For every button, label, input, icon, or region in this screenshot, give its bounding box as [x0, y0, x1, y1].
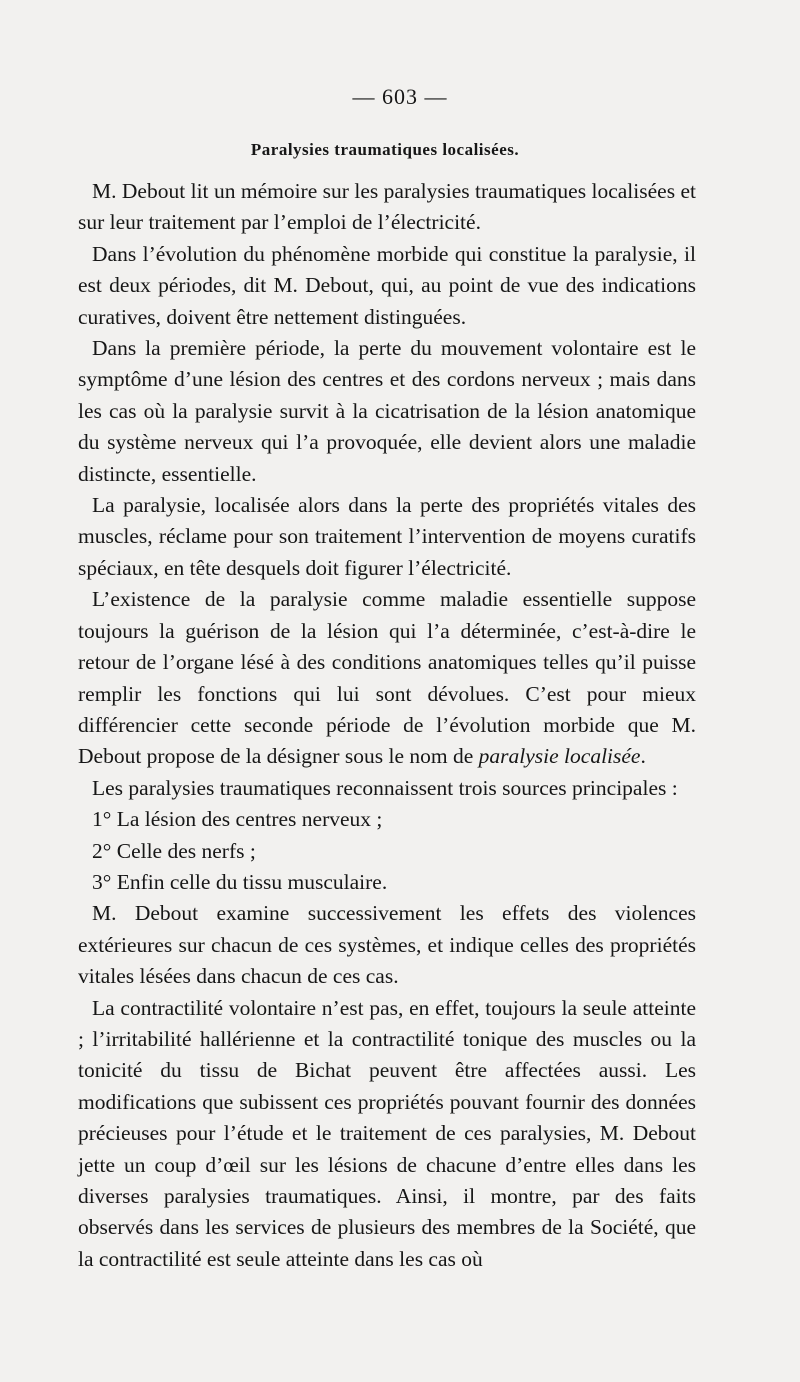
list-item-1: 1° La lésion des centres nerveux ; — [92, 807, 383, 832]
paragraph-5-text: L’existence de la paralysie comme maladie essentielle suppose toujours la guérison de la lésion qui l’a déterminée, c’est-à-dire le retour de l’organe lésé à des conditions anatomiques telles qu’il puisse remplir les fonctions qui lui sont dévolues. C’est pour mieux différencier cette seconde période de l’évolution morbide que M. Debout propose de la désigner sous le nom de — [78, 587, 696, 769]
paragraph-4: La paralysie, localisée alors dans la perte des propriétés vitales des muscles, réclame pour son traitement l’intervention de moyens curatifs spéciaux, en tête desquels doit figurer l’électricité. — [78, 493, 696, 580]
paragraph-6: Les paralysies traumatiques reconnaissent trois sources principales : — [92, 775, 678, 800]
list-item-2: 2° Celle des nerfs ; — [92, 838, 256, 863]
paragraph-7: M. Debout examine successivement les effets des violences extérieures sur chacun de ces systèmes, et indique celles des propriétés vitales lésées dans chacun de ces cas. — [78, 901, 696, 989]
page-number: — 603 — — [352, 84, 448, 109]
paragraph-5 — [78, 584, 696, 772]
section-title: Paralysies traumatiques localisées. — [250, 140, 520, 159]
paragraph-3: Dans la première période, la perte du mouvement volontaire est le symptôme d’une lésion des centres et des cordons nerveux ; mais dans les cas où la paralysie survit à la cicatrisation de la lésion anatomique du système nerveux qui l’a provoquée, elle devient alors une maladie distincte, essentielle. — [78, 336, 696, 486]
paragraph-8: La contractilité volontaire n’est pas, en effet, toujours la seule atteinte ; l’irritabilité hallérienne et la contractilité tonique des muscles ou la tonicité du tissu de Bichat peuvent être affectées aussi. Les modifications que subissent ces propriétés pouvant fournir des données précieuses pour l’étude et le traitement de ces paralysies, M. Debout jette un coup d’œil sur les lésions de chacune d’entre elles dans les diverses paralysies traumatiques. Ainsi, il montre, par des faits observés dans les services de plusieurs des membres de la Société, que la contractilité est seule atteinte dans les cas où — [78, 995, 696, 1271]
body-text — [78, 176, 696, 1275]
paragraph-1: M. Debout lit un mémoire sur les paralysies traumatiques localisées et sur leur traitement par l’emploi de l’électricité. — [78, 179, 696, 235]
list-item-3: 3° Enfin celle du tissu musculaire. — [92, 869, 388, 894]
paragraph-5-end: . — [640, 744, 646, 769]
paragraph-2: Dans l’évolution du phénomène morbide qui constitue la paralysie, il est deux périodes, dit M. Debout, qui, au point de vue des indications curatives, doivent être nettement distinguées. — [78, 241, 696, 329]
paragraph-5-italic-term: paralysie localisée — [478, 744, 641, 769]
